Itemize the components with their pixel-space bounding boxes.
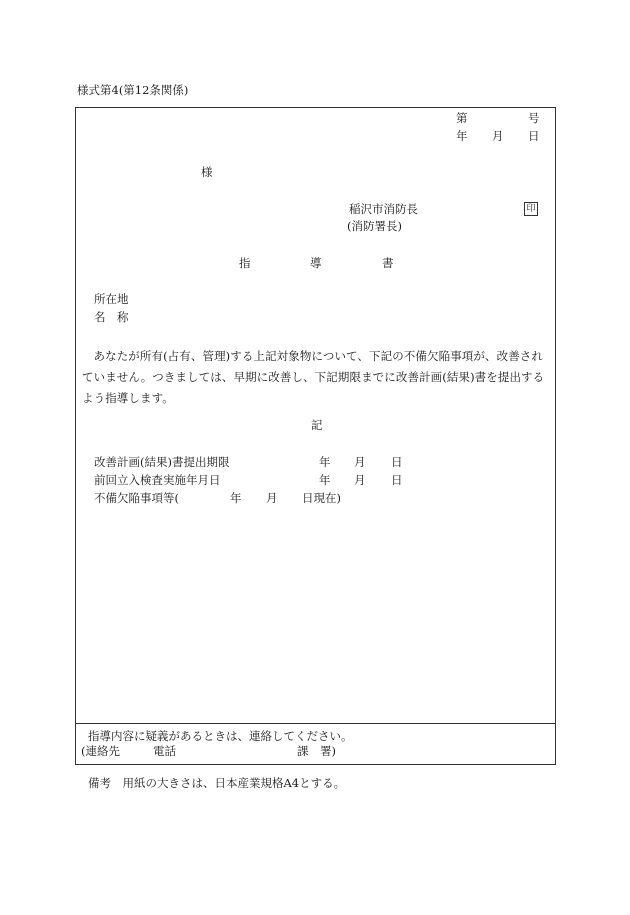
footer-notice: 指導内容に疑義があるときは、連絡してください。 [88, 729, 353, 743]
document-title-char-1: 指 [239, 256, 251, 270]
defects-label: 不備欠陥事項等( [94, 491, 179, 505]
remark: 備考 用紙の大きさは、日本産業規格A4とする。 [88, 776, 346, 790]
form-frame [75, 107, 556, 765]
name-label: 名 称 [94, 310, 129, 324]
addressee-suffix: 様 [201, 165, 213, 179]
contact-label: (連絡先 [81, 744, 120, 758]
document-title-char-2: 導 [310, 256, 322, 270]
item-inspection-day: 日 [391, 473, 403, 487]
number-suffix: 号 [528, 111, 540, 125]
body-paragraph: あなたが所有(占有、管理)する上記対象物について、下記の不備欠陥事項が、改善されていません。つきましては、早期に改善し、下記期限までに改善計画(結果)書を提出するよう指導します。 [82, 349, 545, 405]
item-deadline-day: 日 [391, 455, 403, 469]
date-year: 年 [456, 129, 468, 143]
issuer-title: 稲沢市消防長 [349, 202, 418, 216]
defects-year: 年 [230, 491, 242, 505]
item-inspection-month: 月 [354, 473, 366, 487]
item-deadline-month: 月 [354, 455, 366, 469]
footer-divider [75, 723, 556, 724]
location-label: 所在地 [94, 292, 129, 306]
number-prefix: 第 [456, 111, 468, 125]
item-deadline-label: 改善計画(結果)書提出期限 [94, 455, 230, 469]
ki-label: 記 [311, 418, 323, 432]
date-day: 日 [528, 129, 540, 143]
item-deadline-year: 年 [319, 455, 331, 469]
defects-suffix: 日現在) [302, 491, 341, 505]
seal-box: 印 [524, 202, 538, 216]
phone-label: 電話 [153, 744, 176, 758]
date-month: 月 [492, 129, 504, 143]
issuer-alt-title: (消防署長) [347, 219, 402, 233]
section-label: 課 署) [297, 744, 336, 758]
item-inspection-label: 前回立入検査実施年月日 [94, 473, 221, 487]
form-label: 様式第4(第12条関係) [77, 83, 189, 97]
item-inspection-year: 年 [319, 473, 331, 487]
document-title-char-3: 書 [382, 256, 394, 270]
defects-month: 月 [266, 491, 278, 505]
